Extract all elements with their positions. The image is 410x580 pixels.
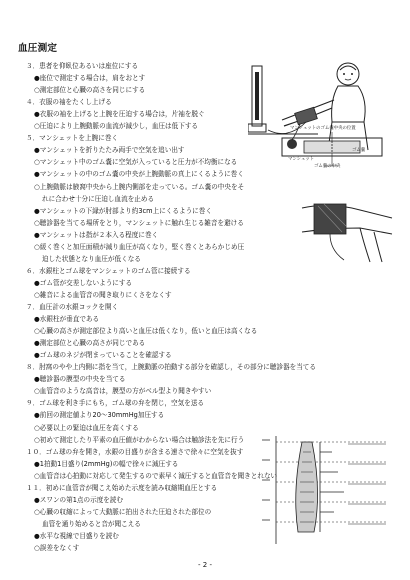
list-item: ●ゴム管が交差しないようにする <box>34 278 133 287</box>
cuff-center-label: ゴム嚢の中央 <box>314 164 341 169</box>
section-heading: ３．患者を仰臥位あるいは座位にする <box>26 62 139 70</box>
list-item: ●1拍動1目盛り(2mmHg)の幅で徐々に減圧する <box>34 459 179 468</box>
list-item: ●ゴム球のネジが閉まっていることを確認する <box>34 351 172 360</box>
list-item: ○誤差をなくす <box>34 544 80 552</box>
section-heading: ９．ゴム球を利き手にもち，ゴム球の弁を閉じ，空気を送る <box>26 399 205 408</box>
list-item: ○圧迫により上腕動脈の血流が減少し，血圧は低下する <box>34 122 199 131</box>
list-item: ●衣服の袖を上げると上腕を圧迫する場合は，片袖を脱ぐ <box>34 110 205 119</box>
list-item: ●前回の測定値より20～30mmHg加圧する <box>34 411 165 420</box>
list-item: ●マンシェットの中のゴム嚢の中央が上腕動脈の真上にくるように巻く <box>34 170 244 179</box>
korotkoff-chart <box>258 432 398 550</box>
section-heading: ５．マンシェットを上腕に巻く <box>26 134 119 143</box>
list-item: ●マンシェットを折りたたみ両手で空気を追い出す <box>34 146 185 155</box>
list-item: ○聴診器を当てる場所をとり，マンシェットに触れ生じる雑音を避ける <box>34 218 244 227</box>
list-item: ○初めて測定したり平素の血圧値がわからない場合は触診法を先に行う <box>34 435 245 444</box>
list-item: ○雑音による血管音の聞き取りにくさをなくす <box>34 290 172 299</box>
page-title: 血圧測定 <box>18 43 58 54</box>
section-heading: １０．ゴム球の弁を開き，水銀の目盛りが含まる速さで徐々に空気を抜す <box>26 447 244 456</box>
list-item: ●マンシェットは指が２本入る程度に巻く <box>34 230 159 239</box>
list-item: ●マンシェットの下縁が肘部より約3cm上にくるように巻く <box>34 206 212 215</box>
cuff-bag-label: ゴム嚢 <box>352 148 366 153</box>
cuff-title-label: マンシェットのゴム嚢中央の位置 <box>290 126 356 131</box>
section-heading: ７．血圧計の水銀コックを開く <box>26 303 119 311</box>
list-item: ○マンシェット中のゴム嚢に空気が入っていると圧力が不均衡になる <box>34 158 238 167</box>
section-heading: １１．初めに血管音が聞こえ始めた示度を読み収縮期血圧とする <box>26 483 218 492</box>
page-number: - 2 - <box>198 561 212 569</box>
list-item: ●聴診器の膜型の中央を当てる <box>34 375 126 384</box>
list-item: ○心臓の収縮によって大動脈に拍出された圧迫された部位の <box>34 507 212 516</box>
list-item: ●測定部位と心臓の高さが同じである <box>34 339 146 348</box>
list-item: 血管を通り始めると音が聞こえる <box>42 519 141 528</box>
section-heading: ８．肘窩のやや上内側に指を当て，上腕動脈の拍動する部分を確認し，その部分に聴診器を当てる <box>26 363 316 372</box>
list-item: ●水平な視線で目盛りを読む <box>34 531 119 540</box>
list-item: ○上腕動脈は腋窩中央から上腕内側部を走っている。ゴム嚢の中央をそ <box>34 182 245 191</box>
list-item: ○血管音のような高音は，膜型の方がベル型より聞きやすい <box>34 387 212 396</box>
list-item: ○測定部位と心臓の高さを同じにする <box>34 86 146 95</box>
list-item: ○心臓の高さが測定部位より高いと血圧は低くなり，低いと血圧は高くなる <box>34 327 258 336</box>
list-item: ●スワンの第1点の示度を読む <box>34 495 124 504</box>
arm-cuff-illustration <box>300 188 396 266</box>
list-item: ○必要以上の緊迫は血圧を高くする <box>34 423 139 432</box>
list-item: ○血管音は心拍動に対応して発生するので素早く減圧すると血管音を聞きとれない <box>34 471 278 480</box>
list-item: ●座位で測定する場合は，肩をおとす <box>34 74 146 83</box>
list-item: ○緩く巻くと加圧面積が減り血圧が高くなり，堅く巻くとあらかじめ圧 <box>34 242 245 251</box>
section-heading: ４．衣服の袖をたくし上げる <box>26 98 112 107</box>
list-item: 迫した状態となり血圧が低くなる <box>42 254 141 263</box>
cuff-left-label: マンシェット <box>288 157 315 162</box>
section-heading: ６．水銀柱とゴム球をマンシェットのゴム管に接続する <box>26 266 191 275</box>
list-item: ●水銀柱が垂直である <box>34 315 100 324</box>
list-item: れに合わせ十分に圧迫し血流を止める <box>42 194 155 203</box>
